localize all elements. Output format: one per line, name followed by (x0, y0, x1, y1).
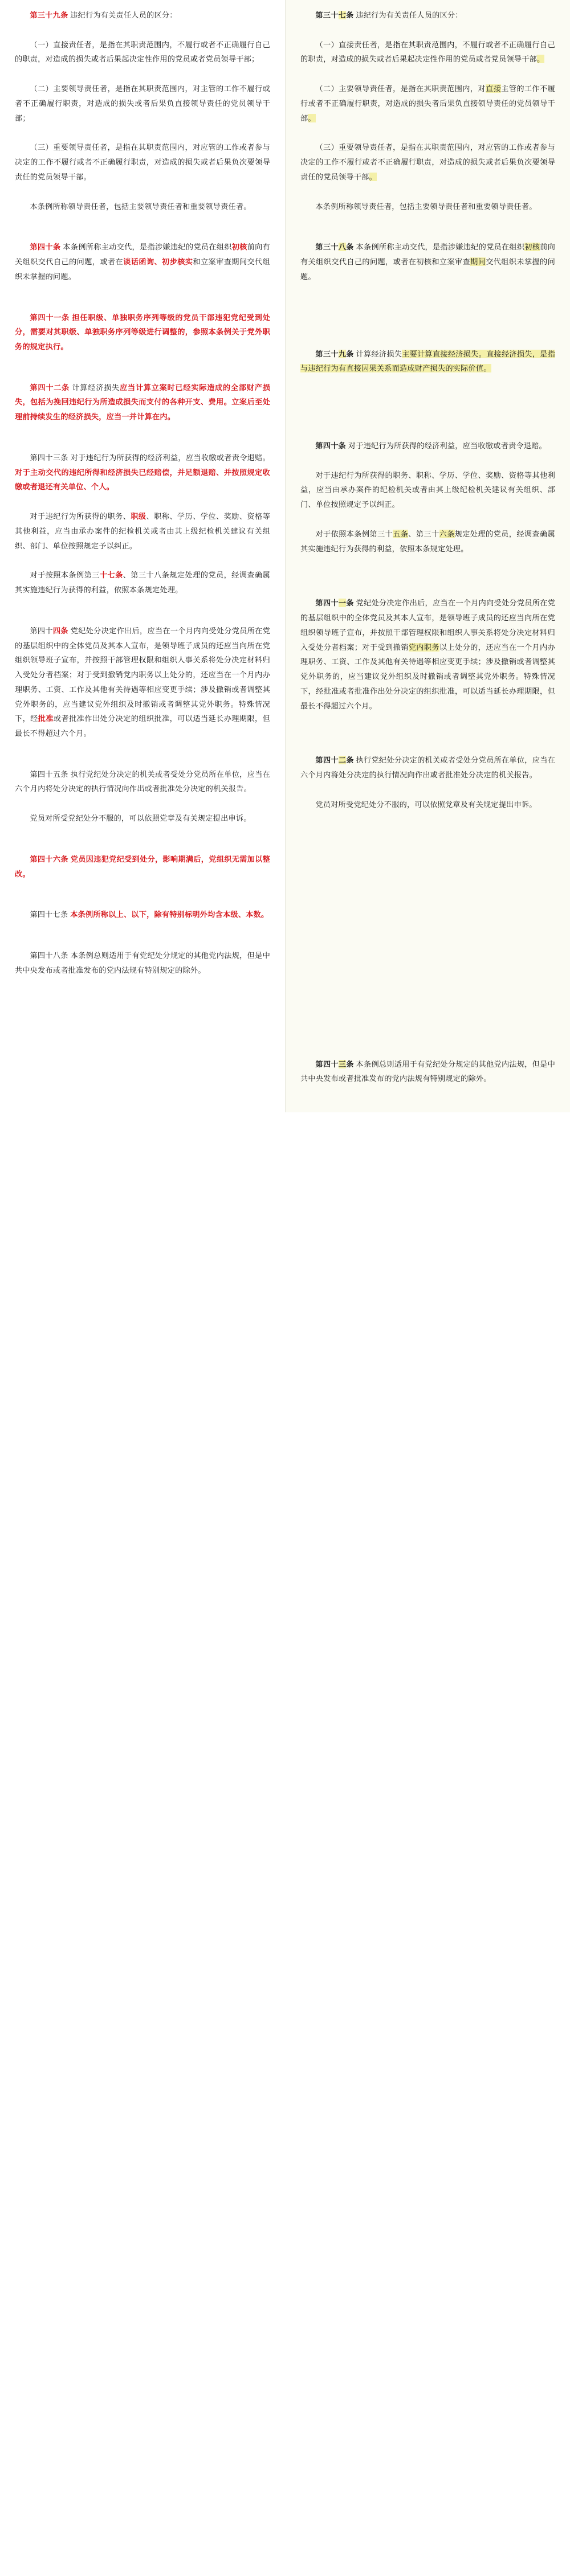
paragraph: 第四十二条 计算经济损失应当计算立案时已经实际造成的全部财产损失，包括为挽回违纪行为所造成损失而支付的各种开支、费用。立案后至处理前持续发生的经济损失，应当一并计算在内。 (15, 383, 270, 421)
vertical-spacer (300, 966, 555, 1057)
paragraph: 本条例所称领导责任者，包括主要领导责任者和重要领导责任者。 (30, 202, 251, 211)
article-block-r37 (300, 8, 555, 214)
paragraph: 对于违纪行为所获得的职务、职称、学历、学位、奖励、资格等其他利益，应当由承办案件的纪检机关或者由其上级纪检机关建议有关组织、部门、单位按照规定予以纠正。 (300, 470, 555, 509)
paragraph: 第三十八条 本条例所称主动交代，是指涉嫌违纪的党员在组织初核前向有关组织交代自己的问题，或者在初核和立案审查期间交代组织未掌握的问题。 (300, 243, 556, 281)
paragraph: 第四十七条 本条例所称以上、以下，除有特别标明外均含本级、本数。 (30, 910, 269, 919)
vertical-spacer (300, 852, 555, 966)
paragraph: 第三十九条 违纪行为有关责任人员的区分： (30, 11, 177, 19)
article-block-r42 (300, 753, 555, 812)
paragraph: 党员对所受党纪处分不服的，可以依照党章及有关规定提出申诉。 (315, 800, 537, 809)
paragraph: 第四十二条 执行党纪处分决定的机关或者受处分党员所在单位，应当在六个月内将处分决定的执行情况向作出或者批准处分决定的机关报告。 (300, 756, 556, 780)
paragraph: （二）主要领导责任者，是指在其职责范围内，对直接主管的工作不履行或者不正确履行职责，对造成的损失者后果负直接领导责任的党员领导干部。 (300, 84, 555, 122)
article-block-r39 (300, 347, 555, 376)
paragraph: （二）主要领导责任者，是指在其职责范围内，对主管的工作不履行或者不正确履行职责，对造成的损失或者后果负直接领导责任的党员领导干部； (15, 84, 270, 122)
article-block-l40 (15, 240, 270, 284)
comparison-page (0, 0, 570, 1112)
article-block-l39 (15, 8, 270, 214)
paragraph: 对于依照本条例第三十五条、第三十六条规定处理的党员，经调查确属其实施违纪行为获得的利益，依照本条规定处理。 (300, 529, 555, 553)
paragraph: 对于违纪行为所获得的职务、职级、职称、学历、学位、奖励、资格等其他利益，应当由承办案件的纪检机关或者由其上级纪检机关建议有关组织、部门、单位按照规定予以纠正。 (15, 512, 270, 550)
paragraph: 第四十三条 本条例总则适用于有党纪处分规定的其他党内法规，但是中共中央发布或者批准发布的党内法规有特别规定的除外。 (300, 1059, 556, 1083)
article-block-l44 (15, 624, 270, 741)
paragraph: （一）直接责任者，是指在其职责范围内，不履行或者不正确履行自己的职责，对造成的损失或者后果起决定性作用的党员或者党员领导干部。 (300, 40, 555, 64)
paragraph: （三）重要领导责任者，是指在其职责范围内，对应管的工作或者参与决定的工作不履行或者不正确履行职责，对造成的损失或者后果负次要领导责任的党员领导干部。 (300, 143, 555, 181)
paragraph: （三）重要领导责任者，是指在其职责范围内，对应管的工作或者参与决定的工作不履行或者不正确履行职责，对造成的损失或者后果负次要领导责任的党员领导干部。 (15, 143, 270, 181)
article-block-r41 (300, 596, 555, 713)
paragraph: 第四十五条 执行党纪处分决定的机关或者受处分党员所在单位，应当在六个月内将处分决定的执行情况向作出或者批准处分决定的机关报告。 (15, 769, 270, 793)
paragraph: 第四十四条 党纪处分决定作出后，应当在一个月内向受处分党员所在党的基层组织中的全体党员及其本人宣布，是领导班子成员的还应当向所在党组织领导班子宣布，并按照干部管理权限和组织人事关系将处分决定材料归入受处分者档案；对于受到撤销党内职务以上处分的，还应当在一个月内办理职务、工资、工作及其他有关待遇等相应变更手续；涉及撤销或者调整其党外职务的，应当建议党外组织及时撤销或者调整其党外职务。特殊情况下，经批准或者批准作出处分决定的组织批准，可以适当延长办理期限，但最长不得超过六个月。 (15, 626, 270, 738)
paragraph: 第四十三条 对于违纪行为所获得的经济利益，应当收缴或者责令退赔。对于主动交代的违纪所得和经济损失已经赔偿，并足额退赔、并按照规定收缴或者退还有关单位、个人。 (15, 453, 270, 492)
paragraph: 第三十九条 计算经济损失主要计算直接经济损失。直接经济损失，是指与违纪行为有直接因果关系而造成财产损失的实际价值。 (300, 349, 555, 373)
article-block-l45 (15, 767, 270, 826)
paragraph: 党员对所受党纪处分不服的，可以依照党章及有关规定提出申诉。 (30, 814, 251, 823)
right-column (285, 0, 570, 1112)
paragraph: 第四十条 本条例所称主动交代，是指涉嫌违纪的党员在组织初核前向有关组织交代自己的问题，或者在谈话函询、初步核实和立案审查期间交代组织未掌握的问题。 (15, 243, 270, 281)
paragraph: 第四十一条 党纪处分决定作出后，应当在一个月内向受处分党员所在党的基层组织中的全体党员及其本人宣布，是领导班子成员的还应当向所在党组织领导班子宣布，并按照干部管理权限和组织人事关系将处分决定材料归入受处分者档案；对于受到撤销党内职务以上处分的，还应当在一个月内办理职务、工资、工作及其他有关待遇等相应变更手续；涉及撤销或者调整其党外职务的，应当建议党外组织及时撤销或者调整其党外职务。特殊情况下，经批准或者批准作出处分决定的组织批准，可以适当延长办理期限，但最长不得超过六个月。 (300, 599, 556, 710)
article-block-l42 (15, 380, 270, 424)
article-block-l48 (15, 948, 270, 977)
article-block-l47 (15, 907, 270, 922)
article-block-r40 (300, 439, 555, 556)
paragraph: 第四十条 对于违纪行为所获得的经济利益，应当收缴或者责令退赔。 (315, 441, 547, 451)
paragraph: 本条例所称领导责任者，包括主要领导责任者和重要领导责任者。 (315, 202, 537, 211)
article-block-l43 (15, 451, 270, 597)
left-column (0, 0, 285, 1112)
paragraph: 对于按照本条例第三十七条、第三十八条规定处理的党员，经调查确属其实施违纪行为获得的利益，依照本条规定处理。 (15, 571, 270, 595)
article-block-r38 (300, 240, 555, 284)
paragraph: （一）直接责任者，是指在其职责范围内，不履行或者不正确履行自己的职责，对造成的损失或者后果起决定性作用的党员或者党员领导干部； (15, 40, 270, 64)
paragraph: 第四十一条 担任职级、单独职务序列等级的党员干部违犯党纪受到处分，需要对其职级、单独职务序列等级进行调整的，参照本条例关于党外职务的规定执行。 (15, 313, 270, 351)
article-block-r43 (300, 852, 555, 1086)
article-block-l41 (15, 310, 270, 354)
paragraph: 第三十七条 违纪行为有关责任人员的区分： (315, 11, 463, 19)
paragraph: 第四十八条 本条例总则适用于有党纪处分规定的其他党内法规，但是中共中央发布或者批准发布的党内法规有特别规定的除外。 (15, 951, 270, 974)
article-block-l46 (15, 852, 270, 881)
paragraph: 第四十六条 党员因违犯党纪受到处分，影响期满后，党组织无需加以整改。 (15, 854, 270, 878)
